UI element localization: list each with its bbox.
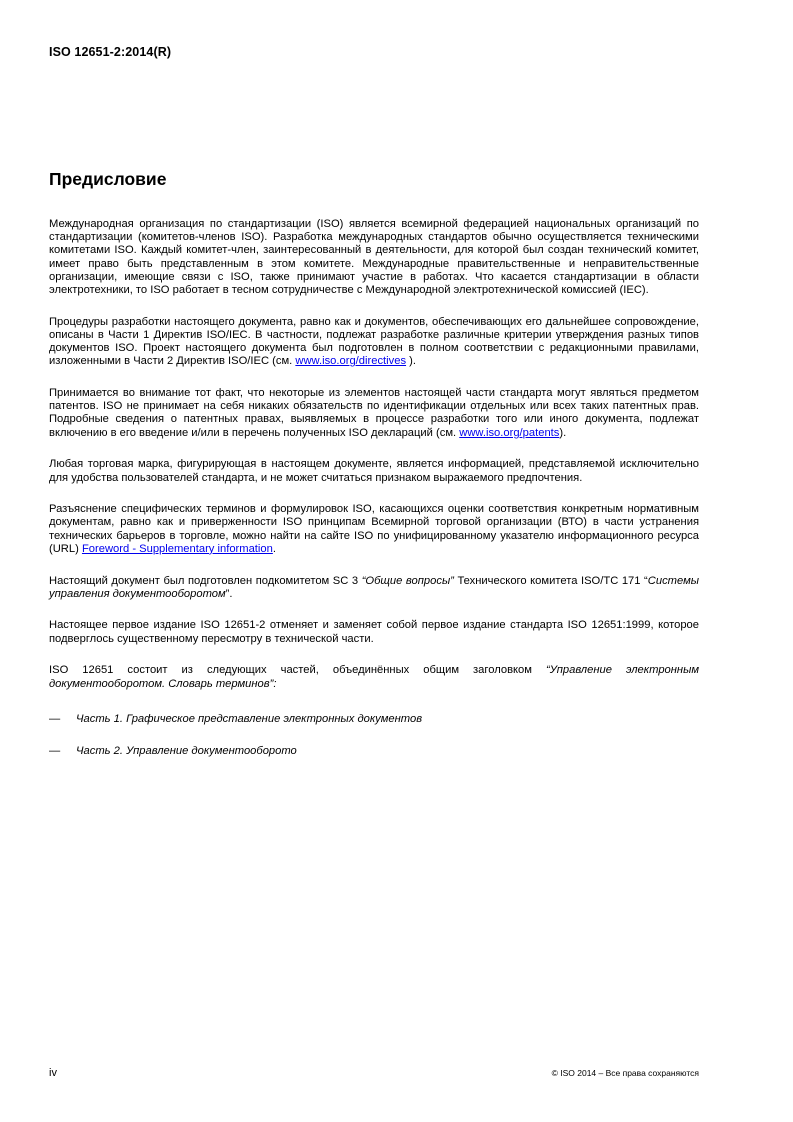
paragraph-1: Международная организация по стандартизации (ISO) является всемирной федерацией национальных организаций по стандартизации (комитетов-членов ISO). Разработка международных стандартов обычно осуществляется техническими комитетами ISO. Каждый комитет-член, заинтересованный в деятельности, для которой был создан технический комитет, имеет право быть представленным в этом комитете. Международные правительственные и неправительственные организации, имеющие связи с ISO, также принимают участие в работах. Что касается стандартизации в области электротехники, то ISO работает в тесном сотрудничестве с Международной электротехнической комиссией (IEC). [49, 218, 699, 297]
list-dash: — [49, 744, 61, 757]
paragraph-5-text: Разъяснение специфических терминов и формулировок ISO, касающихся оценки соответствия конкретным нормативным документам, равно как и приверженности ISO принципам Всемирной торговой организации (ВТО) в части устранения технических барьеров в торговле, можно найти на сайте ISO по унифицированному указателю информационного ресурса (URL) [49, 503, 699, 555]
paragraph-2-text: Процедуры разработки настоящего документа, равно как и документов, обеспечивающих его дальнейшее сопровождение, описаны в Части 1 Директив ISO/IEC. В частности, подлежат разработке различные критерии утверждения разных типов документов ISO. Проект настоящего документа был подготовлен в полном соответствии с редакционными правилами, изложенными в Части 2 Директив ISO/IEC (см. [49, 315, 699, 368]
paragraph-6-a: Настоящий документ был подготовлен подкомитетом SC 3 [49, 574, 362, 587]
paragraph-2 [49, 316, 699, 369]
list-item-text: Часть 2. Управление документооборото [76, 744, 297, 757]
patents-link[interactable]: www.iso.org/patents [459, 426, 560, 439]
paragraph-3-text: Принимается во внимание тот факт, что некоторые из элементов настоящей части стандарта могут являться предметом патентов. ISO не принимает на себя никаких обязательств по идентификации отдельных или всех таких патентных прав. Подробные сведения о патентных правах, выявляемых в процессе разработки того или иного документа, подлежат включению в его введение и/или в перечень полученных ISO деклараций (см. [49, 387, 699, 439]
paragraph-6-c: Технического комитета ISO/TC 171 “ [453, 574, 648, 587]
paragraph-6 [49, 575, 699, 601]
copyright-notice: © ISO 2014 – Все права сохраняются [551, 1068, 699, 1078]
directives-link[interactable]: www.iso.org/directives [295, 355, 407, 368]
page-title: Предисловие [49, 169, 167, 189]
body-text [49, 218, 699, 777]
page-number: iv [49, 1067, 57, 1079]
paragraph-6-e: ”. [225, 587, 233, 600]
committee-title: Системы управления документооборотом [49, 574, 699, 600]
paragraph-2-end: ). [406, 355, 416, 368]
subcommittee-title: “Общие вопросы” [361, 574, 454, 587]
list-item [49, 745, 699, 758]
list-item-text: Часть 1. Графическое представление электронных документов [76, 712, 423, 725]
paragraph-7: Настоящее первое издание ISO 12651-2 отменяет и заменяет собой первое издание стандарта ISO 12651:1999, которое подверглось существенному пересмотру в технической части. [49, 619, 699, 645]
document-id: ISO 12651-2:2014(R) [49, 45, 172, 59]
list-item [49, 713, 699, 726]
paragraph-4: Любая торговая марка, фигурирующая в настоящем документе, является информацией, представляемой исключительно для удобства пользователей стандарта, и не может считаться признаком выражаемого предпочтения. [49, 458, 699, 484]
paragraph-5-end: . [272, 542, 276, 555]
paragraph-3 [49, 387, 699, 440]
series-title: “Управление электронным документооборотом. Словарь терминов”: [49, 664, 699, 690]
paragraph-3-end: ). [559, 426, 567, 439]
list-dash: — [49, 712, 61, 725]
paragraph-8-a: ISO 12651 состоит из следующих частей, объединённых общим заголовком [49, 664, 546, 677]
paragraph-5 [49, 503, 699, 556]
paragraph-8 [49, 664, 699, 690]
foreword-supplementary-link[interactable]: Foreword - Supplementary information [81, 542, 273, 555]
